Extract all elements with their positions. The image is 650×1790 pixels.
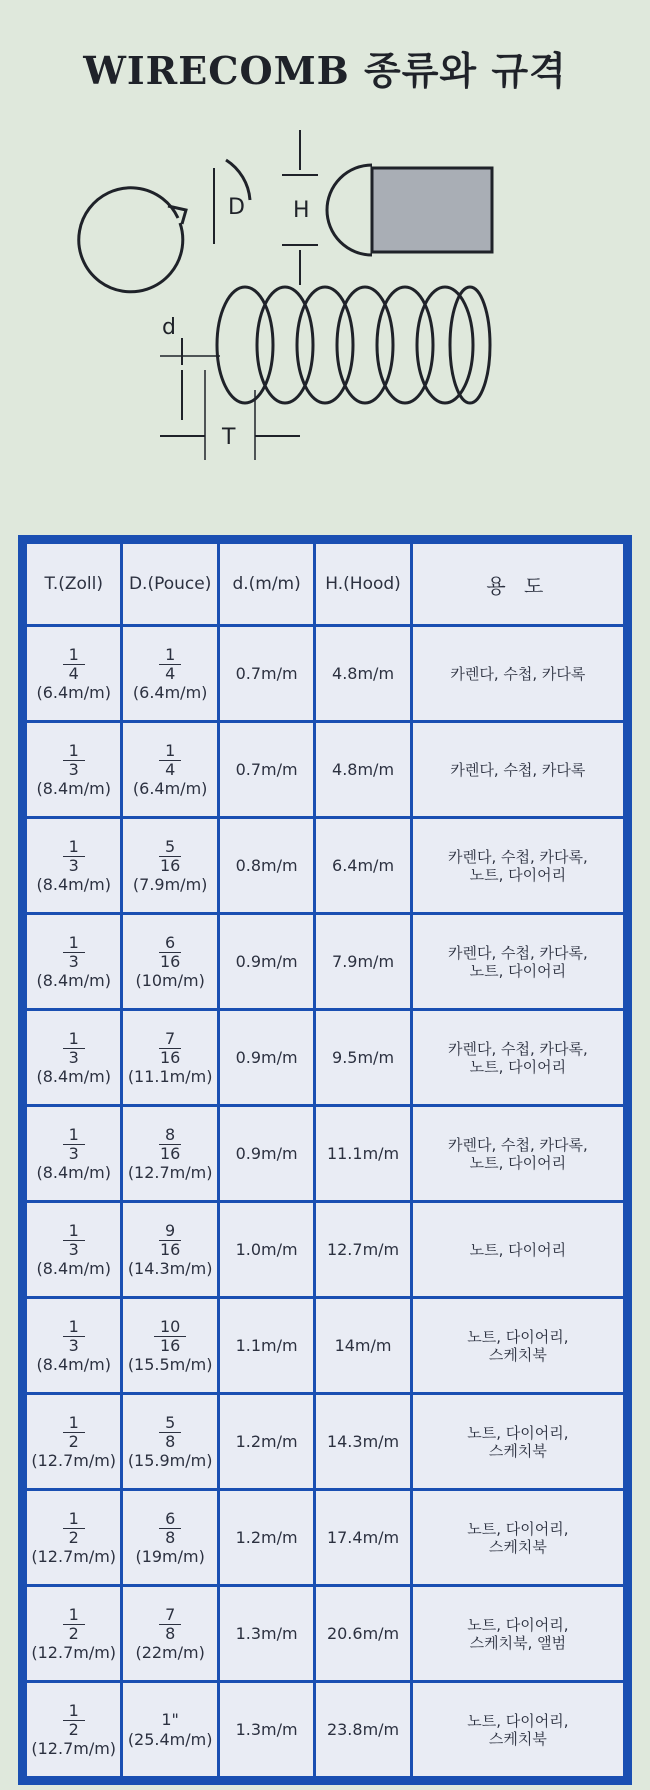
d-fraction — [159, 742, 181, 780]
cell-d — [123, 627, 216, 720]
cell-usage — [413, 627, 623, 720]
usage-line-1: 노트, 다이어리, — [467, 1423, 569, 1442]
cell-wire: 1.2m/m — [220, 1395, 313, 1488]
d-mm: (10m/m) — [135, 971, 205, 991]
usage-line-1: 노트, 다이어리, — [467, 1711, 569, 1730]
coil-6 — [417, 287, 473, 403]
d-numerator: 6 — [159, 1510, 181, 1529]
d-denominator: 16 — [159, 1335, 181, 1355]
t-mm: (8.4m/m) — [36, 779, 111, 799]
header-d: D.(Pouce) — [123, 544, 216, 624]
cell-wire: 1.3m/m — [220, 1683, 313, 1776]
table-row — [27, 1683, 623, 1776]
d-denominator: 16 — [159, 855, 181, 875]
cell-wire: 0.9m/m — [220, 1107, 313, 1200]
t-mm: (8.4m/m) — [36, 875, 111, 895]
t-numerator: 1 — [63, 1702, 85, 1721]
usage-line-2: 노트, 다이어리 — [469, 1057, 567, 1076]
t-numerator: 1 — [63, 646, 85, 665]
table-row — [27, 1395, 623, 1488]
cell-d — [123, 723, 216, 816]
t-denominator: 3 — [68, 1143, 79, 1163]
table-row — [27, 627, 623, 720]
cell-wire: 0.7m/m — [220, 627, 313, 720]
d-fraction — [154, 1222, 186, 1260]
t-mm: (12.7m/m) — [31, 1739, 117, 1759]
d-numerator: 10 — [154, 1318, 186, 1337]
t-fraction — [63, 934, 85, 972]
cell-wire: 0.7m/m — [220, 723, 313, 816]
cell-usage — [413, 1491, 623, 1584]
cell-wire: 1.3m/m — [220, 1587, 313, 1680]
usage-line-2: 노트, 다이어리 — [469, 865, 567, 884]
t-denominator: 2 — [68, 1527, 79, 1547]
cell-t — [27, 1107, 120, 1200]
cell-d — [123, 1683, 216, 1776]
cell-usage — [413, 1683, 623, 1776]
d-numerator: 9 — [159, 1222, 181, 1241]
d-denominator: 16 — [159, 951, 181, 971]
cell-hood: 4.8m/m — [316, 627, 409, 720]
header-usage: 용 도 — [413, 544, 623, 624]
d-inch: 1" — [161, 1710, 179, 1730]
cell-hood: 7.9m/m — [316, 915, 409, 1008]
cell-usage — [413, 1011, 623, 1104]
t-fraction — [63, 646, 85, 684]
d-denominator: 4 — [165, 663, 176, 683]
usage-line-2: 스케치북 — [488, 1345, 547, 1364]
d-numerator: 7 — [159, 1606, 181, 1625]
d-numerator: 7 — [159, 1030, 181, 1049]
t-fraction — [63, 838, 85, 876]
usage-line-1: 카렌다, 수첩, 카다록 — [450, 760, 586, 779]
label-T: T — [222, 425, 236, 450]
cell-usage — [413, 1395, 623, 1488]
d-fraction — [154, 1126, 186, 1164]
table-row — [27, 1491, 623, 1584]
page-title — [0, 40, 650, 95]
d-numerator: 5 — [159, 838, 181, 857]
d-mm: (12.7m/m) — [127, 1163, 213, 1183]
t-numerator: 1 — [63, 742, 85, 761]
t-mm: (6.4m/m) — [36, 683, 111, 703]
t-fraction — [63, 1414, 85, 1452]
t-denominator: 4 — [68, 663, 79, 683]
d-mm: (19m/m) — [135, 1547, 205, 1567]
d-mm: (6.4m/m) — [132, 779, 208, 799]
t-mm: (8.4m/m) — [36, 1163, 111, 1183]
usage-line-2: 스케치북 — [488, 1537, 547, 1556]
cell-d — [123, 1203, 216, 1296]
cell-t — [27, 1491, 120, 1584]
cell-d — [123, 1299, 216, 1392]
cell-t — [27, 1587, 120, 1680]
cell-usage — [413, 1587, 623, 1680]
t-mm: (8.4m/m) — [36, 1355, 111, 1375]
ring-shape — [79, 188, 183, 292]
cell-t — [27, 723, 120, 816]
cell-hood: 4.8m/m — [316, 723, 409, 816]
cell-d — [123, 819, 216, 912]
d-denominator: 16 — [159, 1047, 181, 1067]
cell-hood: 6.4m/m — [316, 819, 409, 912]
label-H: H — [293, 198, 310, 223]
t-denominator: 3 — [68, 1335, 79, 1355]
cell-d — [123, 1107, 216, 1200]
t-numerator: 1 — [63, 1126, 85, 1145]
d-numerator: 1 — [159, 742, 181, 761]
d-numerator: 5 — [159, 1414, 181, 1433]
table-row — [27, 1203, 623, 1296]
d-fraction — [154, 838, 186, 876]
d-fraction — [159, 1510, 181, 1548]
t-numerator: 1 — [63, 838, 85, 857]
t-denominator: 3 — [68, 951, 79, 971]
cell-t — [27, 1203, 120, 1296]
d-mm: (25.4m/m) — [127, 1729, 213, 1749]
d-denominator: 8 — [165, 1431, 176, 1451]
cell-t — [27, 819, 120, 912]
d-numerator: 6 — [159, 934, 181, 953]
cell-usage — [413, 1299, 623, 1392]
cell-wire: 1.0m/m — [220, 1203, 313, 1296]
t-fraction — [63, 1222, 85, 1260]
spec-table — [24, 541, 626, 1779]
cell-t — [27, 915, 120, 1008]
t-numerator: 1 — [63, 1414, 85, 1433]
table-row — [27, 1011, 623, 1104]
cell-t — [27, 1011, 120, 1104]
t-denominator: 2 — [68, 1623, 79, 1643]
t-numerator: 1 — [63, 1510, 85, 1529]
t-numerator: 1 — [63, 1222, 85, 1241]
usage-line-2: 스케치북 — [488, 1441, 547, 1460]
d-mm: (7.9m/m) — [132, 875, 208, 895]
t-fraction — [63, 1126, 85, 1164]
t-mm: (12.7m/m) — [31, 1547, 117, 1567]
table-row — [27, 1107, 623, 1200]
cell-wire: 0.9m/m — [220, 1011, 313, 1104]
usage-line-1: 노트, 다이어리 — [469, 1240, 567, 1259]
usage-line-1: 카렌다, 수첩, 카다록, — [447, 943, 588, 962]
d-numerator: 8 — [159, 1126, 181, 1145]
usage-line-1: 카렌다, 수첩, 카다록, — [447, 1135, 588, 1154]
usage-line-2: 노트, 다이어리 — [469, 961, 567, 980]
cell-hood: 14.3m/m — [316, 1395, 409, 1488]
t-numerator: 1 — [63, 1030, 85, 1049]
t-numerator: 1 — [63, 1318, 85, 1337]
cell-d — [123, 1395, 216, 1488]
t-numerator: 1 — [63, 1606, 85, 1625]
cell-hood: 20.6m/m — [316, 1587, 409, 1680]
table-row — [27, 819, 623, 912]
t-numerator: 1 — [63, 934, 85, 953]
cell-usage — [413, 819, 623, 912]
d-fraction — [159, 1414, 181, 1452]
cell-d — [123, 915, 216, 1008]
wire-comb-diagram — [0, 120, 650, 480]
usage-line-1: 노트, 다이어리, — [467, 1615, 569, 1634]
title-suffix: 종류와 규격 — [349, 49, 567, 93]
cell-wire: 1.1m/m — [220, 1299, 313, 1392]
coil-7 — [450, 287, 490, 403]
t-fraction — [63, 1606, 85, 1644]
cell-hood: 14m/m — [316, 1299, 409, 1392]
d-numerator: 1 — [159, 646, 181, 665]
t-mm: (8.4m/m) — [36, 1067, 111, 1087]
cell-d — [123, 1587, 216, 1680]
cell-hood: 17.4m/m — [316, 1491, 409, 1584]
header-t: T.(Zoll) — [27, 544, 120, 624]
t-denominator: 2 — [68, 1719, 79, 1739]
t-mm: (8.4m/m) — [36, 1259, 111, 1279]
t-denominator: 3 — [68, 855, 79, 875]
t-fraction — [63, 742, 85, 780]
t-fraction — [63, 1510, 85, 1548]
usage-line-2: 노트, 다이어리 — [469, 1153, 567, 1172]
cell-hood: 23.8m/m — [316, 1683, 409, 1776]
cell-t — [27, 1299, 120, 1392]
cell-hood: 9.5m/m — [316, 1011, 409, 1104]
usage-line-2: 스케치북, 앨범 — [469, 1633, 567, 1652]
t-denominator: 3 — [68, 1047, 79, 1067]
usage-line-1: 카렌다, 수첩, 카다록, — [447, 1039, 588, 1058]
table-row — [27, 1587, 623, 1680]
spec-table-frame — [18, 535, 632, 1785]
usage-line-1: 노트, 다이어리, — [467, 1519, 569, 1538]
d-fraction — [154, 1030, 186, 1068]
table-row — [27, 1299, 623, 1392]
header-row — [27, 544, 623, 624]
t-denominator: 3 — [68, 759, 79, 779]
table-row — [27, 915, 623, 1008]
cell-t — [27, 1683, 120, 1776]
cell-t — [27, 627, 120, 720]
usage-line-2: 스케치북 — [488, 1729, 547, 1748]
d-fraction — [154, 934, 186, 972]
d-mm: (11.1m/m) — [127, 1067, 213, 1087]
t-denominator: 2 — [68, 1431, 79, 1451]
cell-hood: 12.7m/m — [316, 1203, 409, 1296]
cell-wire: 0.8m/m — [220, 819, 313, 912]
t-fraction — [63, 1030, 85, 1068]
t-fraction — [63, 1318, 85, 1356]
d-denominator: 8 — [165, 1623, 176, 1643]
d-mm: (15.9m/m) — [127, 1451, 213, 1471]
d-fraction — [154, 1318, 186, 1356]
cell-usage — [413, 1203, 623, 1296]
cell-d — [123, 1011, 216, 1104]
d-mm: (15.5m/m) — [127, 1355, 213, 1375]
table-row — [27, 723, 623, 816]
t-mm: (8.4m/m) — [36, 971, 111, 991]
d-mm: (22m/m) — [135, 1643, 205, 1663]
t-mm: (12.7m/m) — [31, 1643, 117, 1663]
d-denominator: 16 — [159, 1239, 181, 1259]
label-d: d — [162, 315, 176, 340]
d-fraction — [159, 646, 181, 684]
cell-wire: 0.9m/m — [220, 915, 313, 1008]
header-hood: H.(Hood) — [316, 544, 409, 624]
d-denominator: 8 — [165, 1527, 176, 1547]
usage-line-1: 카렌다, 수첩, 카다록, — [447, 847, 588, 866]
d-fraction — [159, 1606, 181, 1644]
cell-usage — [413, 1107, 623, 1200]
d-mm: (6.4m/m) — [132, 683, 208, 703]
brand-name: WIRECOMB — [83, 48, 350, 93]
cell-usage — [413, 915, 623, 1008]
cell-d — [123, 1491, 216, 1584]
d-mm: (14.3m/m) — [127, 1259, 213, 1279]
t-mm: (12.7m/m) — [31, 1451, 117, 1471]
cell-usage — [413, 723, 623, 816]
d-denominator: 16 — [159, 1143, 181, 1163]
cell-hood: 11.1m/m — [316, 1107, 409, 1200]
label-D: D — [228, 195, 245, 220]
usage-line-1: 노트, 다이어리, — [467, 1327, 569, 1346]
t-fraction — [63, 1702, 85, 1740]
t-denominator: 3 — [68, 1239, 79, 1259]
usage-line-1: 카렌다, 수첩, 카다록 — [450, 664, 586, 683]
d-denominator: 4 — [165, 759, 176, 779]
cell-wire: 1.2m/m — [220, 1491, 313, 1584]
cell-t — [27, 1395, 120, 1488]
header-wire: d.(m/m) — [220, 544, 313, 624]
